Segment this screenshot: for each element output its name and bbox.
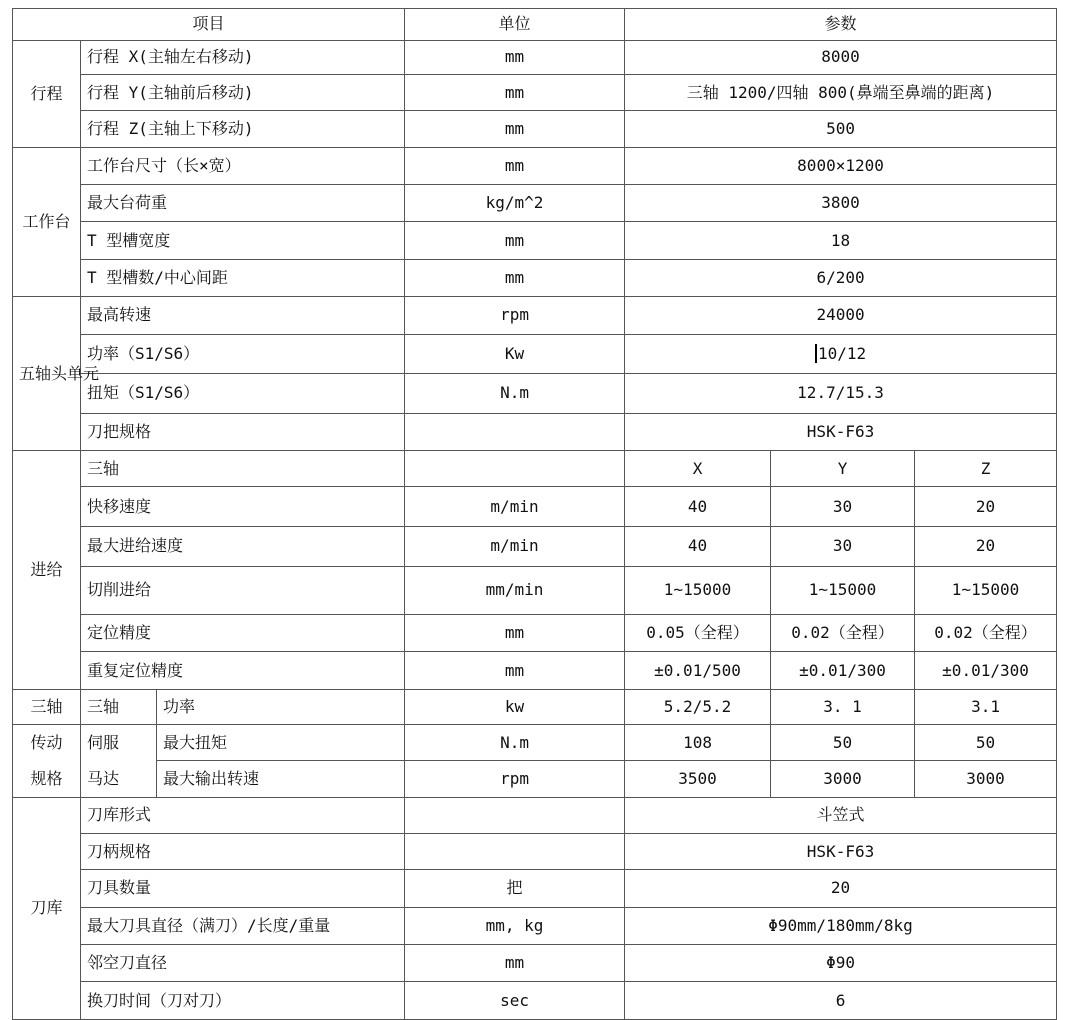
header-param: 参数 xyxy=(625,9,1057,41)
value-cell: 500 xyxy=(625,111,1057,147)
item-name: 行程 Y(主轴前后移动) xyxy=(81,74,405,110)
unit-cell: mm xyxy=(405,259,625,296)
unit-cell: rpm xyxy=(405,761,625,797)
x-value: 40 xyxy=(625,527,771,567)
y-value: 50 xyxy=(771,724,915,760)
table-row xyxy=(13,184,1057,221)
group-label-line: 规格 xyxy=(13,761,81,797)
value-cell: 24000 xyxy=(625,297,1057,334)
item-name: 最大进给速度 xyxy=(81,527,405,567)
value-cell: 20 xyxy=(625,870,1057,907)
y-value: 0.02（全程） xyxy=(771,614,915,651)
header-item: 项目 xyxy=(13,9,405,41)
header-row xyxy=(13,9,1057,41)
unit-cell: rpm xyxy=(405,297,625,334)
z-value: 3.1 xyxy=(915,689,1057,724)
unit-cell: N.m xyxy=(405,374,625,414)
z-value: 3000 xyxy=(915,761,1057,797)
x-value: 40 xyxy=(625,487,771,527)
table-row xyxy=(13,334,1057,374)
unit-cell: mm xyxy=(405,147,625,184)
table-row xyxy=(13,724,1057,760)
unit-cell xyxy=(405,413,625,450)
item-name: 定位精度 xyxy=(81,614,405,651)
unit-cell: N.m xyxy=(405,724,625,760)
unit-cell: m/min xyxy=(405,527,625,567)
group-label-line: 三轴 xyxy=(13,689,81,724)
table-row xyxy=(13,944,1057,981)
group-label-line: 传动 xyxy=(13,724,81,760)
value-cell: HSK-F63 xyxy=(625,833,1057,869)
axis-y-header: Y xyxy=(771,451,915,487)
table-row xyxy=(13,870,1057,907)
table-row xyxy=(13,451,1057,487)
table-row xyxy=(13,374,1057,414)
group-label: 工作台 xyxy=(13,147,81,297)
value-cell: 斗笠式 xyxy=(625,797,1057,833)
value-cell: 6/200 xyxy=(625,259,1057,296)
item-name: 重复定位精度 xyxy=(81,652,405,689)
value-cell: 18 xyxy=(625,222,1057,259)
item-name: T 型槽宽度 xyxy=(81,222,405,259)
x-value: 0.05（全程） xyxy=(625,614,771,651)
item-name: 刀把规格 xyxy=(81,413,405,450)
item-name: 三轴 xyxy=(81,451,405,487)
y-value: 3. 1 xyxy=(771,689,915,724)
unit-cell: mm/min xyxy=(405,566,625,614)
value-cell: 12.7/15.3 xyxy=(625,374,1057,414)
item-name: T 型槽数/中心间距 xyxy=(81,259,405,296)
value-cell: 三轴 1200/四轴 800(鼻端至鼻端的距离) xyxy=(625,74,1057,110)
value-cell: 3800 xyxy=(625,184,1057,221)
group-label: 行程 xyxy=(13,40,81,147)
table-row xyxy=(13,111,1057,147)
item-name: 最高转速 xyxy=(81,297,405,334)
group-label: 进给 xyxy=(13,451,81,690)
item-name: 刀柄规格 xyxy=(81,833,405,869)
z-value: 20 xyxy=(915,527,1057,567)
x-value: 1~15000 xyxy=(625,566,771,614)
unit-cell: mm xyxy=(405,652,625,689)
z-value: 0.02（全程） xyxy=(915,614,1057,651)
table-row xyxy=(13,907,1057,944)
table-row xyxy=(13,614,1057,651)
unit-cell: mm xyxy=(405,944,625,981)
item-name: 最大台荷重 xyxy=(81,184,405,221)
unit-cell: kg/m^2 xyxy=(405,184,625,221)
item-name: 工作台尺寸（长×宽） xyxy=(81,147,405,184)
item-name: 功率 xyxy=(157,689,405,724)
unit-cell: kw xyxy=(405,689,625,724)
y-value: 3000 xyxy=(771,761,915,797)
unit-cell: mm xyxy=(405,614,625,651)
unit-cell: mm xyxy=(405,74,625,110)
group-label: 五轴头单元 xyxy=(13,297,81,451)
table-row xyxy=(13,761,1057,797)
value-cell: HSK-F63 xyxy=(625,413,1057,450)
table-row xyxy=(13,40,1057,74)
table-row xyxy=(13,413,1057,450)
table-row xyxy=(13,222,1057,259)
item-name: 行程 X(主轴左右移动) xyxy=(81,40,405,74)
value-cell: Φ90 xyxy=(625,944,1057,981)
unit-cell xyxy=(405,833,625,869)
table-row xyxy=(13,74,1057,110)
value-text: 10/12 xyxy=(817,343,867,363)
value-cell[interactable] xyxy=(625,334,1057,374)
item-name: 功率（S1/S6） xyxy=(81,334,405,374)
z-value: 1~15000 xyxy=(915,566,1057,614)
y-value: 1~15000 xyxy=(771,566,915,614)
item-name: 扭矩（S1/S6） xyxy=(81,374,405,414)
z-value: 20 xyxy=(915,487,1057,527)
table-row xyxy=(13,259,1057,296)
item-name: 最大输出转速 xyxy=(157,761,405,797)
table-row xyxy=(13,527,1057,567)
sub-label-line: 马达 xyxy=(81,761,157,797)
unit-cell: mm, kg xyxy=(405,907,625,944)
item-name: 换刀时间（刀对刀） xyxy=(81,982,405,1020)
table-row xyxy=(13,982,1057,1020)
z-value: 50 xyxy=(915,724,1057,760)
table-row xyxy=(13,689,1057,724)
y-value: 30 xyxy=(771,527,915,567)
item-name: 刀库形式 xyxy=(81,797,405,833)
unit-cell: sec xyxy=(405,982,625,1020)
item-name: 快移速度 xyxy=(81,487,405,527)
table-row xyxy=(13,797,1057,833)
header-unit: 单位 xyxy=(405,9,625,41)
value-cell: 8000 xyxy=(625,40,1057,74)
table-row xyxy=(13,487,1057,527)
spec-table xyxy=(12,8,1057,1020)
item-name: 最大扭矩 xyxy=(157,724,405,760)
sub-label-line: 三轴 xyxy=(81,689,157,724)
unit-cell: 把 xyxy=(405,870,625,907)
item-name: 邻空刀直径 xyxy=(81,944,405,981)
z-value: ±0.01/300 xyxy=(915,652,1057,689)
unit-cell: mm xyxy=(405,111,625,147)
table-row xyxy=(13,147,1057,184)
table-row xyxy=(13,833,1057,869)
x-value: ±0.01/500 xyxy=(625,652,771,689)
x-value: 3500 xyxy=(625,761,771,797)
x-value: 108 xyxy=(625,724,771,760)
value-cell: Φ90mm/180mm/8kg xyxy=(625,907,1057,944)
unit-cell xyxy=(405,451,625,487)
unit-cell: mm xyxy=(405,40,625,74)
table-row xyxy=(13,297,1057,334)
value-cell: 8000×1200 xyxy=(625,147,1057,184)
item-name: 切削进给 xyxy=(81,566,405,614)
item-name: 刀具数量 xyxy=(81,870,405,907)
table-row xyxy=(13,652,1057,689)
unit-cell: m/min xyxy=(405,487,625,527)
group-label: 刀库 xyxy=(13,797,81,1019)
item-name: 行程 Z(主轴上下移动) xyxy=(81,111,405,147)
item-name: 最大刀具直径（满刀）/长度/重量 xyxy=(81,907,405,944)
text-cursor xyxy=(815,344,817,363)
axis-x-header: X xyxy=(625,451,771,487)
axis-z-header: Z xyxy=(915,451,1057,487)
y-value: ±0.01/300 xyxy=(771,652,915,689)
sub-label-line: 伺服 xyxy=(81,724,157,760)
unit-cell: Kw xyxy=(405,334,625,374)
table-row xyxy=(13,566,1057,614)
unit-cell: mm xyxy=(405,222,625,259)
value-cell: 6 xyxy=(625,982,1057,1020)
x-value: 5.2/5.2 xyxy=(625,689,771,724)
y-value: 30 xyxy=(771,487,915,527)
unit-cell xyxy=(405,797,625,833)
